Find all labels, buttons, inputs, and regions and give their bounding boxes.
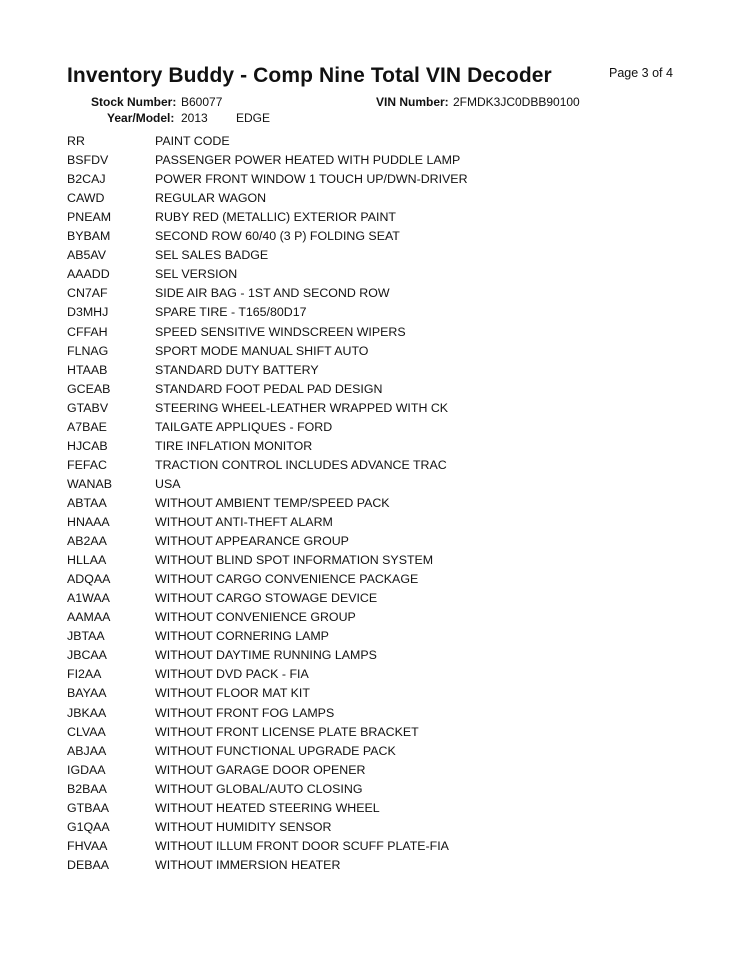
option-description: STANDARD FOOT PEDAL PAD DESIGN — [155, 381, 383, 396]
option-code: ABJAA — [67, 743, 107, 758]
option-description: WITHOUT ILLUM FRONT DOOR SCUFF PLATE-FIA — [155, 838, 449, 853]
table-row — [67, 344, 687, 363]
table-row — [67, 572, 687, 591]
stock-number-value: B60077 — [181, 95, 223, 109]
option-code: AB5AV — [67, 248, 107, 263]
option-code: BAYAA — [67, 686, 107, 701]
option-code: CN7AF — [67, 286, 108, 301]
model-value: EDGE — [236, 111, 271, 125]
option-code: A7BAE — [67, 419, 107, 434]
table-row — [67, 248, 687, 267]
option-description: WITHOUT HEATED STEERING WHEEL — [155, 800, 380, 815]
table-row — [67, 286, 687, 305]
option-code: BSFDV — [67, 153, 109, 168]
table-row — [67, 267, 687, 286]
table-row — [67, 858, 687, 877]
option-code: GTBAA — [67, 800, 109, 815]
table-row — [67, 801, 687, 820]
option-code: HLLAA — [67, 553, 107, 568]
table-row — [67, 363, 687, 382]
option-code: B2BAA — [67, 781, 107, 796]
option-code: CLVAA — [67, 724, 106, 739]
option-description: USA — [155, 476, 181, 491]
table-row — [67, 515, 687, 534]
table-row — [67, 496, 687, 515]
option-code: FLNAG — [67, 343, 109, 358]
option-description: SPORT MODE MANUAL SHIFT AUTO — [155, 343, 369, 358]
option-code: A1WAA — [67, 591, 110, 606]
option-description: TIRE INFLATION MONITOR — [155, 438, 313, 453]
table-row — [67, 667, 687, 686]
option-code: WANAB — [67, 476, 112, 491]
option-description: WITHOUT AMBIENT TEMP/SPEED PACK — [155, 495, 390, 510]
option-description: WITHOUT BLIND SPOT INFORMATION SYSTEM — [155, 553, 434, 568]
option-description: STEERING WHEEL-LEATHER WRAPPED WITH CK — [155, 400, 449, 415]
option-description: WITHOUT DVD PACK - FIA — [155, 667, 309, 682]
option-code: JBCAA — [67, 648, 107, 663]
option-code: HJCAB — [67, 438, 108, 453]
table-row — [67, 629, 687, 648]
option-code: FI2AA — [67, 667, 102, 682]
stock-number-label: Stock Number: — [91, 95, 177, 109]
option-code: FEFAC — [67, 457, 107, 472]
option-code: HTAAB — [67, 362, 108, 377]
option-description: WITHOUT DAYTIME RUNNING LAMPS — [155, 648, 377, 663]
table-row — [67, 553, 687, 572]
option-code: RR — [67, 134, 85, 148]
table-row — [67, 229, 687, 248]
option-description: WITHOUT APPEARANCE GROUP — [155, 534, 349, 549]
table-row — [67, 706, 687, 725]
table-row — [67, 401, 687, 420]
table-row — [67, 325, 687, 344]
table-row — [67, 439, 687, 458]
option-description: WITHOUT CONVENIENCE GROUP — [155, 610, 356, 625]
option-description: WITHOUT HUMIDITY SENSOR — [155, 819, 332, 834]
table-row — [67, 591, 687, 610]
option-code: CAWD — [67, 191, 105, 206]
table-row — [67, 725, 687, 744]
option-description: SECOND ROW 60/40 (3 P) FOLDING SEAT — [155, 229, 400, 244]
option-description: WITHOUT CARGO CONVENIENCE PACKAGE — [155, 572, 419, 587]
option-description: SPARE TIRE - T165/80D17 — [155, 305, 307, 320]
table-row — [67, 153, 687, 172]
option-code: ADQAA — [67, 572, 111, 587]
option-code: G1QAA — [67, 819, 110, 834]
option-description: REGULAR WAGON — [155, 191, 267, 206]
option-code: B2CAJ — [67, 172, 106, 187]
option-description: SPEED SENSITIVE WINDSCREEN WIPERS — [155, 324, 406, 339]
option-description: STANDARD DUTY BATTERY — [155, 362, 319, 377]
option-description: POWER FRONT WINDOW 1 TOUCH UP/DWN-DRIVER — [155, 172, 468, 187]
table-row — [67, 477, 687, 496]
option-code: GTABV — [67, 400, 109, 415]
vin-number-label: VIN Number: — [376, 95, 449, 109]
option-code: FHVAA — [67, 838, 108, 853]
table-row — [67, 839, 687, 858]
year-value: 2013 — [181, 111, 208, 125]
option-description: WITHOUT IMMERSION HEATER — [155, 857, 341, 872]
option-description: SEL SALES BADGE — [155, 248, 269, 263]
table-row — [67, 420, 687, 439]
option-description: SEL VERSION — [155, 267, 238, 282]
page-number: Page 3 of 4 — [609, 66, 673, 80]
table-row — [67, 210, 687, 229]
option-code: JBTAA — [67, 629, 105, 644]
table-row — [67, 686, 687, 705]
table-row — [67, 820, 687, 839]
option-code: PNEAM — [67, 210, 112, 225]
table-row — [67, 763, 687, 782]
year-model-label: Year/Model: — [107, 111, 175, 125]
table-row — [67, 191, 687, 210]
vin-number-value: 2FMDK3JC0DBB90100 — [453, 95, 580, 109]
option-description: WITHOUT FLOOR MAT KIT — [155, 686, 310, 701]
option-code: HNAAA — [67, 515, 110, 529]
table-row — [67, 744, 687, 763]
option-description: SIDE AIR BAG - 1ST AND SECOND ROW — [155, 286, 390, 301]
option-code: AAMAA — [67, 610, 111, 625]
table-row — [67, 610, 687, 629]
option-code: CFFAH — [67, 324, 108, 339]
option-code: BYBAM — [67, 229, 111, 244]
option-description: TAILGATE APPLIQUES - FORD — [155, 419, 333, 434]
option-description: RUBY RED (METALLIC) EXTERIOR PAINT — [155, 210, 396, 225]
option-code: AB2AA — [67, 534, 107, 549]
option-description: WITHOUT CARGO STOWAGE DEVICE — [155, 591, 378, 606]
table-row — [67, 172, 687, 191]
option-description: WITHOUT FRONT LICENSE PLATE BRACKET — [155, 724, 419, 739]
option-description: WITHOUT GARAGE DOOR OPENER — [155, 762, 366, 777]
option-code: AAADD — [67, 267, 110, 282]
table-row — [67, 534, 687, 553]
table-row — [67, 305, 687, 324]
option-description: PASSENGER POWER HEATED WITH PUDDLE LAMP — [155, 153, 461, 168]
option-description: PAINT CODE — [155, 134, 230, 148]
table-row — [67, 134, 687, 153]
option-code: JBKAA — [67, 705, 107, 720]
option-description: WITHOUT FRONT FOG LAMPS — [155, 705, 335, 720]
option-description: WITHOUT CORNERING LAMP — [155, 629, 329, 644]
option-description: TRACTION CONTROL INCLUDES ADVANCE TRAC — [155, 457, 447, 472]
report-title: Inventory Buddy - Comp Nine Total VIN Decoder — [67, 64, 552, 87]
table-row — [67, 382, 687, 401]
option-description: WITHOUT GLOBAL/AUTO CLOSING — [155, 781, 363, 796]
option-description: WITHOUT FUNCTIONAL UPGRADE PACK — [155, 743, 396, 758]
option-code: GCEAB — [67, 381, 111, 396]
table-row — [67, 648, 687, 667]
option-code: D3MHJ — [67, 305, 109, 320]
option-description: WITHOUT ANTI-THEFT ALARM — [155, 515, 333, 529]
option-code: DEBAA — [67, 857, 110, 872]
option-code: ABTAA — [67, 495, 107, 510]
table-row — [67, 782, 687, 801]
option-code: IGDAA — [67, 762, 106, 777]
table-row — [67, 458, 687, 477]
